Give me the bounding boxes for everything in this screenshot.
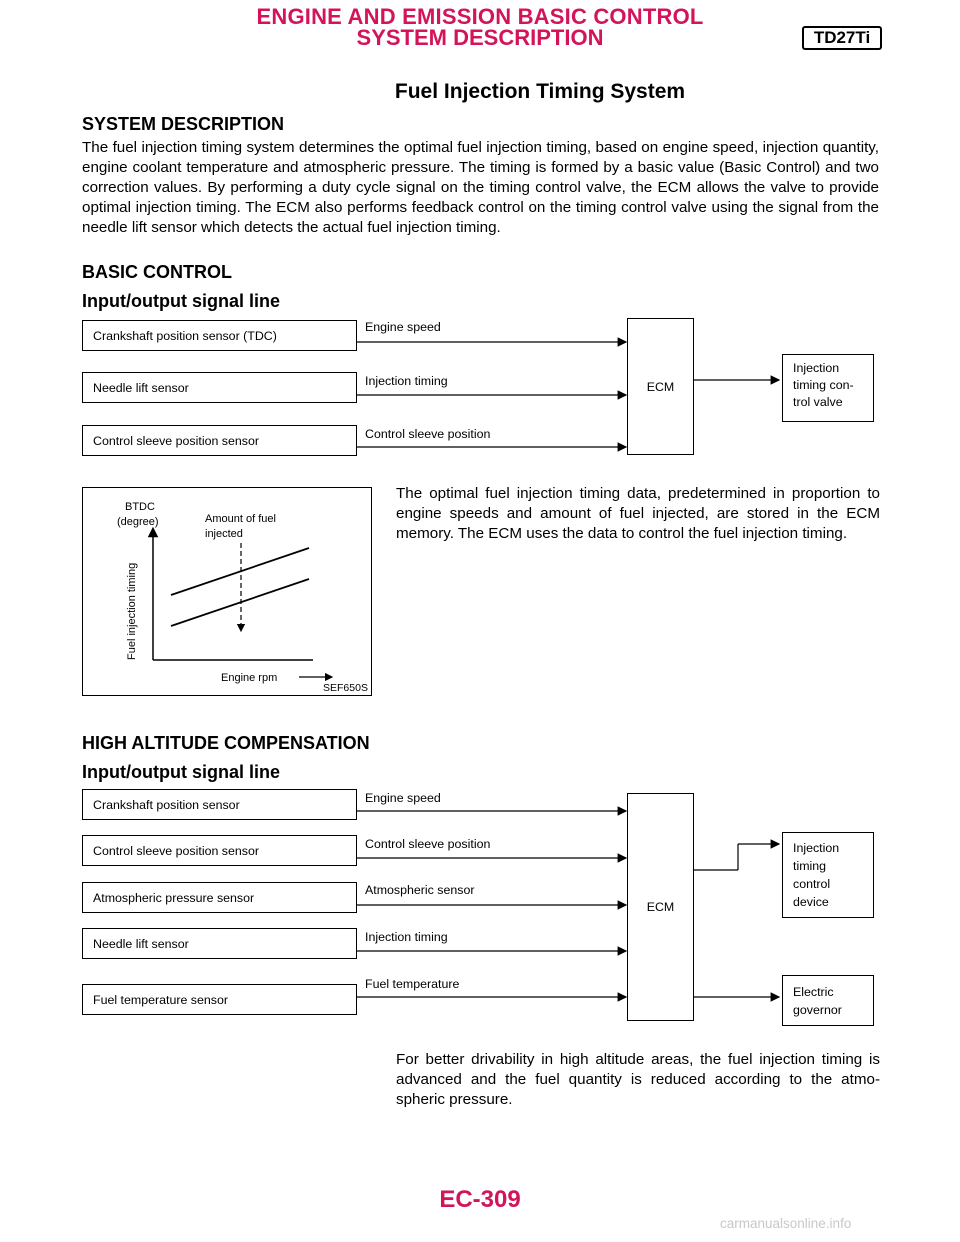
timing-line-high [171, 548, 309, 595]
y-label: Fuel injection timing [126, 562, 138, 660]
x-label: Engine rpm [221, 672, 278, 684]
sensor-box-needle-lift: Needle lift sensor [82, 928, 357, 959]
output-line: device [793, 895, 829, 909]
high-altitude-subheading: Input/output signal line [82, 762, 280, 782]
output-line: timing con- [793, 378, 854, 392]
basic-control-text: The optimal fuel injection timing data, predetermined in proportion to engine speeds and amount of fuel injected, are stored in the ECM memory. The ECM uses the data to control the fuel injection timing. [396, 485, 880, 542]
header-line-2: SYSTEM DESCRIPTION [356, 25, 604, 50]
sensor-box-atmospheric: Atmospheric pressure sensor [82, 882, 357, 913]
sensor-box-control-sleeve: Control sleeve position sensor [82, 835, 357, 866]
injection-timing-graph-svg [83, 488, 371, 695]
output-line: trol valve [793, 395, 843, 409]
signal-label-fuel-temp: Fuel temperature [365, 977, 460, 991]
watermark: carmanualsonline.info [720, 1216, 852, 1231]
figure-injection-timing-graph [82, 487, 372, 696]
ecm-box: ECM [627, 793, 694, 1021]
y-unit-2: (degree) [117, 516, 159, 528]
basic-control-arrows [0, 0, 960, 470]
signal-label-injection-timing: Injection timing [365, 374, 448, 388]
sensor-box-crankshaft: Crankshaft position sensor [82, 789, 357, 820]
sensor-box-needle-lift: Needle lift sensor [82, 372, 357, 403]
model-code-badge: TD27Ti [802, 26, 882, 50]
signal-label-engine-speed: Engine speed [365, 791, 441, 805]
high-altitude-arrows [0, 760, 960, 1040]
annotation-2: injected [205, 528, 243, 540]
page-title: Fuel Injection Timing System [394, 80, 686, 103]
output-line: Injection [793, 361, 840, 375]
output-line: governor [793, 1003, 842, 1017]
output-line: Injection [793, 841, 840, 855]
timing-line-low [171, 579, 309, 626]
header-line-1: ENGINE AND EMISSION BASIC CONTROL [256, 4, 704, 29]
output-line: control [793, 877, 831, 891]
high-altitude-text: For better drivability in high altitude areas, the fuel injection timing is advanced and the fuel quantity is reduced according to the atmo- spheric pressure. [396, 1051, 880, 1108]
page-number: EC-309 [439, 1186, 521, 1213]
output-line: timing [793, 859, 827, 873]
signal-label-control-sleeve: Control sleeve position [365, 427, 491, 441]
output-line: Electric [793, 985, 834, 999]
ecm-box: ECM [627, 318, 694, 455]
annotation: Amount of fuel [205, 513, 276, 525]
y-unit: BTDC [125, 501, 155, 513]
signal-label-engine-speed: Engine speed [365, 320, 441, 334]
figure-code: SEF650S [323, 682, 368, 694]
signal-label-atmospheric: Atmospheric sensor [365, 883, 475, 897]
system-description-heading: SYSTEM DESCRIPTION [82, 114, 285, 134]
signal-label-injection-timing: Injection timing [365, 930, 448, 944]
basic-control-heading: BASIC CONTROL [82, 262, 232, 282]
high-altitude-heading: HIGH ALTITUDE COMPENSATION [82, 733, 370, 753]
basic-control-subheading: Input/output signal line [82, 291, 280, 311]
signal-label-control-sleeve: Control sleeve position [365, 837, 491, 851]
sensor-box-crankshaft-tdc: Crankshaft position sensor (TDC) [82, 320, 357, 351]
system-description-text: The fuel injection timing system determines the optimal fuel injection timing, based on engine speed, injection quantity, engine coolant temperature and atmospheric pressure. The timing is formed by a basic value (Basic Control) and two correction values. By performing a duty cycle signal on the timing control valve, the ECM allows the valve to provide optimal injection timing. The ECM also performs feedback control on the timing control valve using the signal from the needle lift sensor which detects the actual fuel injection timing. [82, 139, 879, 236]
sensor-box-control-sleeve: Control sleeve position sensor [82, 425, 357, 456]
sensor-box-fuel-temp: Fuel temperature sensor [82, 984, 357, 1015]
